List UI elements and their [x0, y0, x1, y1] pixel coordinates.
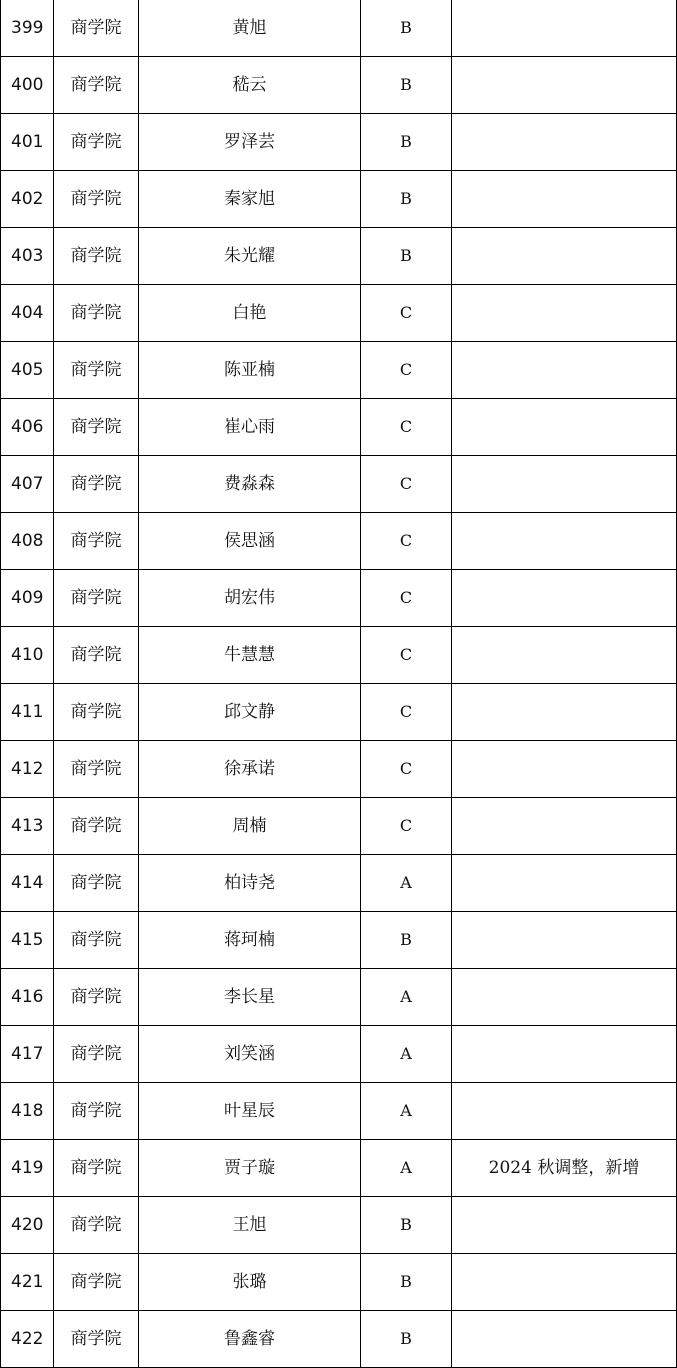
table-row	[1, 912, 677, 969]
school-cell: 商学院	[54, 513, 139, 570]
table-row	[1, 798, 677, 855]
table-row	[1, 1140, 677, 1197]
table-row	[1, 1311, 677, 1368]
row-number-cell: 410	[1, 627, 54, 684]
student-name-cell: 侯思涵	[139, 513, 361, 570]
table-row	[1, 741, 677, 798]
row-number-cell: 413	[1, 798, 54, 855]
table-row	[1, 684, 677, 741]
table-row	[1, 456, 677, 513]
school-cell: 商学院	[54, 114, 139, 171]
school-cell: 商学院	[54, 798, 139, 855]
note-cell	[452, 171, 677, 228]
row-number-cell: 412	[1, 741, 54, 798]
note-cell	[452, 399, 677, 456]
school-cell: 商学院	[54, 1026, 139, 1083]
note-cell	[452, 969, 677, 1026]
note-cell	[452, 228, 677, 285]
school-cell: 商学院	[54, 1140, 139, 1197]
student-name-cell: 贾子璇	[139, 1140, 361, 1197]
row-number-cell: 404	[1, 285, 54, 342]
student-name-cell: 刘笑涵	[139, 1026, 361, 1083]
table-row	[1, 171, 677, 228]
grade-cell: C	[361, 684, 452, 741]
grade-cell: C	[361, 627, 452, 684]
student-name-cell: 鲁鑫睿	[139, 1311, 361, 1368]
row-number-cell: 402	[1, 171, 54, 228]
row-number-cell: 421	[1, 1254, 54, 1311]
table-row	[1, 399, 677, 456]
school-cell: 商学院	[54, 969, 139, 1026]
note-cell	[452, 627, 677, 684]
row-number-cell: 418	[1, 1083, 54, 1140]
grade-cell: B	[361, 228, 452, 285]
student-name-cell: 嵇云	[139, 57, 361, 114]
table-row	[1, 1254, 677, 1311]
grade-cell: B	[361, 171, 452, 228]
grade-cell: C	[361, 342, 452, 399]
student-name-cell: 秦家旭	[139, 171, 361, 228]
grade-cell: C	[361, 285, 452, 342]
row-number-cell: 401	[1, 114, 54, 171]
student-name-cell: 李长星	[139, 969, 361, 1026]
row-number-cell: 406	[1, 399, 54, 456]
grade-cell: A	[361, 1083, 452, 1140]
school-cell: 商学院	[54, 1254, 139, 1311]
grade-cell: A	[361, 1026, 452, 1083]
note-cell	[452, 0, 677, 57]
school-cell: 商学院	[54, 912, 139, 969]
note-cell	[452, 57, 677, 114]
student-name-cell: 邱文静	[139, 684, 361, 741]
student-name-cell: 蒋珂楠	[139, 912, 361, 969]
student-name-cell: 朱光耀	[139, 228, 361, 285]
school-cell: 商学院	[54, 342, 139, 399]
grade-cell: B	[361, 1311, 452, 1368]
school-cell: 商学院	[54, 570, 139, 627]
note-cell	[452, 342, 677, 399]
student-name-cell: 陈亚楠	[139, 342, 361, 399]
row-number-cell: 403	[1, 228, 54, 285]
school-cell: 商学院	[54, 1311, 139, 1368]
grade-cell: C	[361, 399, 452, 456]
note-cell	[452, 1197, 677, 1254]
note-cell	[452, 1026, 677, 1083]
table-row	[1, 1083, 677, 1140]
school-cell: 商学院	[54, 855, 139, 912]
grade-cell: B	[361, 1254, 452, 1311]
row-number-cell: 407	[1, 456, 54, 513]
note-cell	[452, 684, 677, 741]
row-number-cell: 408	[1, 513, 54, 570]
school-cell: 商学院	[54, 741, 139, 798]
table-row	[1, 228, 677, 285]
table-row	[1, 627, 677, 684]
note-cell	[452, 1083, 677, 1140]
grade-cell: B	[361, 912, 452, 969]
school-cell: 商学院	[54, 456, 139, 513]
grade-cell: C	[361, 456, 452, 513]
row-number-cell: 405	[1, 342, 54, 399]
note-cell: 2024 秋调整，新增	[452, 1140, 677, 1197]
row-number-cell: 420	[1, 1197, 54, 1254]
table-row	[1, 57, 677, 114]
note-cell	[452, 456, 677, 513]
school-cell: 商学院	[54, 1197, 139, 1254]
table-row	[1, 969, 677, 1026]
school-cell: 商学院	[54, 684, 139, 741]
grade-cell: C	[361, 513, 452, 570]
grade-cell: C	[361, 798, 452, 855]
row-number-cell: 414	[1, 855, 54, 912]
school-cell: 商学院	[54, 627, 139, 684]
student-name-cell: 胡宏伟	[139, 570, 361, 627]
student-name-cell: 黄旭	[139, 0, 361, 57]
note-cell	[452, 741, 677, 798]
student-name-cell: 白艳	[139, 285, 361, 342]
student-name-cell: 王旭	[139, 1197, 361, 1254]
school-cell: 商学院	[54, 1083, 139, 1140]
note-cell	[452, 285, 677, 342]
note-cell	[452, 1254, 677, 1311]
note-cell	[452, 513, 677, 570]
grade-cell: B	[361, 1197, 452, 1254]
note-cell	[452, 912, 677, 969]
school-cell: 商学院	[54, 285, 139, 342]
grade-cell: B	[361, 0, 452, 57]
grade-cell: B	[361, 57, 452, 114]
school-cell: 商学院	[54, 399, 139, 456]
note-cell	[452, 114, 677, 171]
grade-cell: B	[361, 114, 452, 171]
student-name-cell: 罗泽芸	[139, 114, 361, 171]
school-cell: 商学院	[54, 228, 139, 285]
grade-cell: C	[361, 741, 452, 798]
table-row	[1, 0, 677, 57]
table-row	[1, 570, 677, 627]
table-row	[1, 855, 677, 912]
note-cell	[452, 1311, 677, 1368]
table-row	[1, 285, 677, 342]
student-name-cell: 周楠	[139, 798, 361, 855]
row-number-cell: 419	[1, 1140, 54, 1197]
student-name-cell: 柏诗尧	[139, 855, 361, 912]
student-name-cell: 徐承诺	[139, 741, 361, 798]
row-number-cell: 415	[1, 912, 54, 969]
table-row	[1, 1197, 677, 1254]
student-name-cell: 叶星辰	[139, 1083, 361, 1140]
student-name-cell: 牛慧慧	[139, 627, 361, 684]
note-cell	[452, 855, 677, 912]
note-cell	[452, 570, 677, 627]
grade-cell: A	[361, 855, 452, 912]
table-row	[1, 114, 677, 171]
student-name-cell: 费淼森	[139, 456, 361, 513]
note-cell	[452, 798, 677, 855]
school-cell: 商学院	[54, 57, 139, 114]
row-number-cell: 411	[1, 684, 54, 741]
row-number-cell: 417	[1, 1026, 54, 1083]
student-name-cell: 张璐	[139, 1254, 361, 1311]
school-cell: 商学院	[54, 171, 139, 228]
roster-body	[1, 0, 677, 1368]
row-number-cell: 400	[1, 57, 54, 114]
row-number-cell: 416	[1, 969, 54, 1026]
table-row	[1, 513, 677, 570]
grade-cell: C	[361, 570, 452, 627]
student-name-cell: 崔心雨	[139, 399, 361, 456]
table-row	[1, 342, 677, 399]
school-cell: 商学院	[54, 0, 139, 57]
row-number-cell: 399	[1, 0, 54, 57]
row-number-cell: 422	[1, 1311, 54, 1368]
grade-cell: A	[361, 969, 452, 1026]
grade-cell: A	[361, 1140, 452, 1197]
row-number-cell: 409	[1, 570, 54, 627]
table-row	[1, 1026, 677, 1083]
